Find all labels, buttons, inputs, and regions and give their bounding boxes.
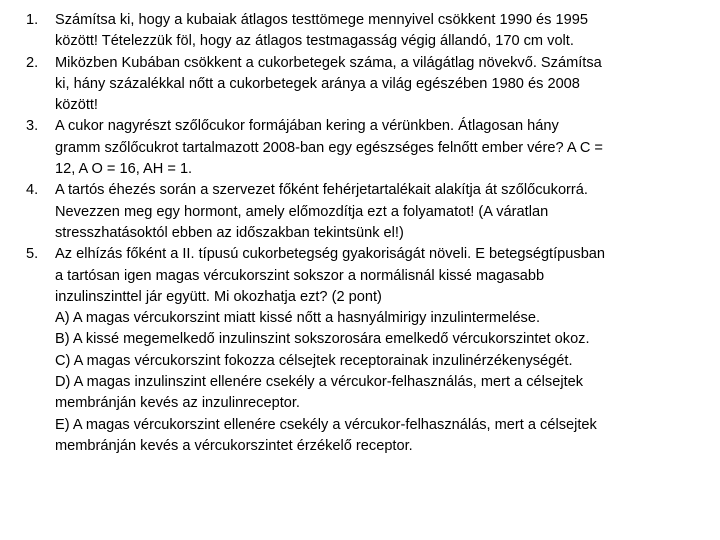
question-text-line: között!: [55, 97, 98, 114]
answer-option-c: C) A magas vércukorszint fokozza célsejtek receptorainak inzulinérzékenységét.: [55, 352, 573, 369]
question-text-line: Miközben Kubában csökkent a cukorbetegek száma, a világátlag növekvő. Számítsa: [55, 54, 602, 71]
question-number: 2.: [26, 54, 39, 71]
answer-option-e-continued: membránján kevés a vércukorszintet érzékelő receptor.: [55, 437, 413, 454]
question-text-line: Nevezzen meg egy hormont, amely előmozdítja ezt a folyamatot! (A váratlan: [55, 203, 549, 220]
answer-option-a: A) A magas vércukorszint miatt kissé nőtt a hasnyálmirigy inzulintermelése.: [55, 310, 541, 327]
question-text-line: stresszhatásoktól ebben az időszakban tekintsünk el!): [55, 224, 404, 241]
question-number: 5.: [26, 246, 39, 263]
question-text-line: 12, A O = 16, AH = 1.: [55, 161, 193, 178]
question-text-line: Számítsa ki, hogy a kubaiak átlagos testtömege mennyivel csökkent 1990 és 1995: [55, 12, 588, 28]
answer-option-d-continued: membránján kevés az inzulinreceptor.: [55, 395, 300, 412]
question-3: [0, 116, 720, 180]
question-5: [0, 244, 720, 457]
question-4: [0, 180, 720, 244]
question-text-line: inzulinszinttel jár együtt. Mi okozhatja ezt? (2 pont): [55, 288, 382, 305]
question-list: [0, 10, 720, 457]
question-text-line: A cukor nagyrészt szőlőcukor formájában kering a vérünkben. Átlagosan hány: [55, 118, 559, 135]
question-text-line: a tartósan igen magas vércukorszint sokszor a normálisnál kissé magasabb: [55, 267, 545, 284]
answer-option-b: B) A kissé megemelkedő inzulinszint sokszorosára emelkedő vércukorszintet okoz.: [55, 331, 590, 348]
question-text-line: ki, hány százalékkal nőtt a cukorbetegek aránya a világ egészében 1980 és 2008: [55, 75, 580, 92]
question-number: 1.: [26, 12, 39, 28]
question-number: 4.: [26, 182, 39, 199]
question-2: [0, 53, 720, 117]
question-number: 3.: [26, 118, 39, 135]
answer-option-d: D) A magas inzulinszint ellenére csekély a vércukor-felhasználás, mert a célsejtek: [55, 374, 584, 391]
question-text-line: A tartós éhezés során a szervezet főként fehérjetartalékait alakítja át szőlőcukorrá.: [55, 182, 588, 199]
question-text-line: Az elhízás főként a II. típusú cukorbetegség gyakoriságát növeli. E betegségtípusban: [55, 246, 606, 263]
question-1: [0, 10, 720, 53]
question-text-line: között! Tételezzük föl, hogy az átlagos testmagasság végig állandó, 170 cm volt.: [55, 33, 574, 50]
question-text-line: gramm szőlőcukrot tartalmazott 2008-ban egy egészséges felnőtt ember vére? A C =: [55, 139, 603, 156]
answer-option-e: E) A magas vércukorszint ellenére csekély a vércukor-felhasználás, mert a célsejtek: [55, 416, 597, 433]
